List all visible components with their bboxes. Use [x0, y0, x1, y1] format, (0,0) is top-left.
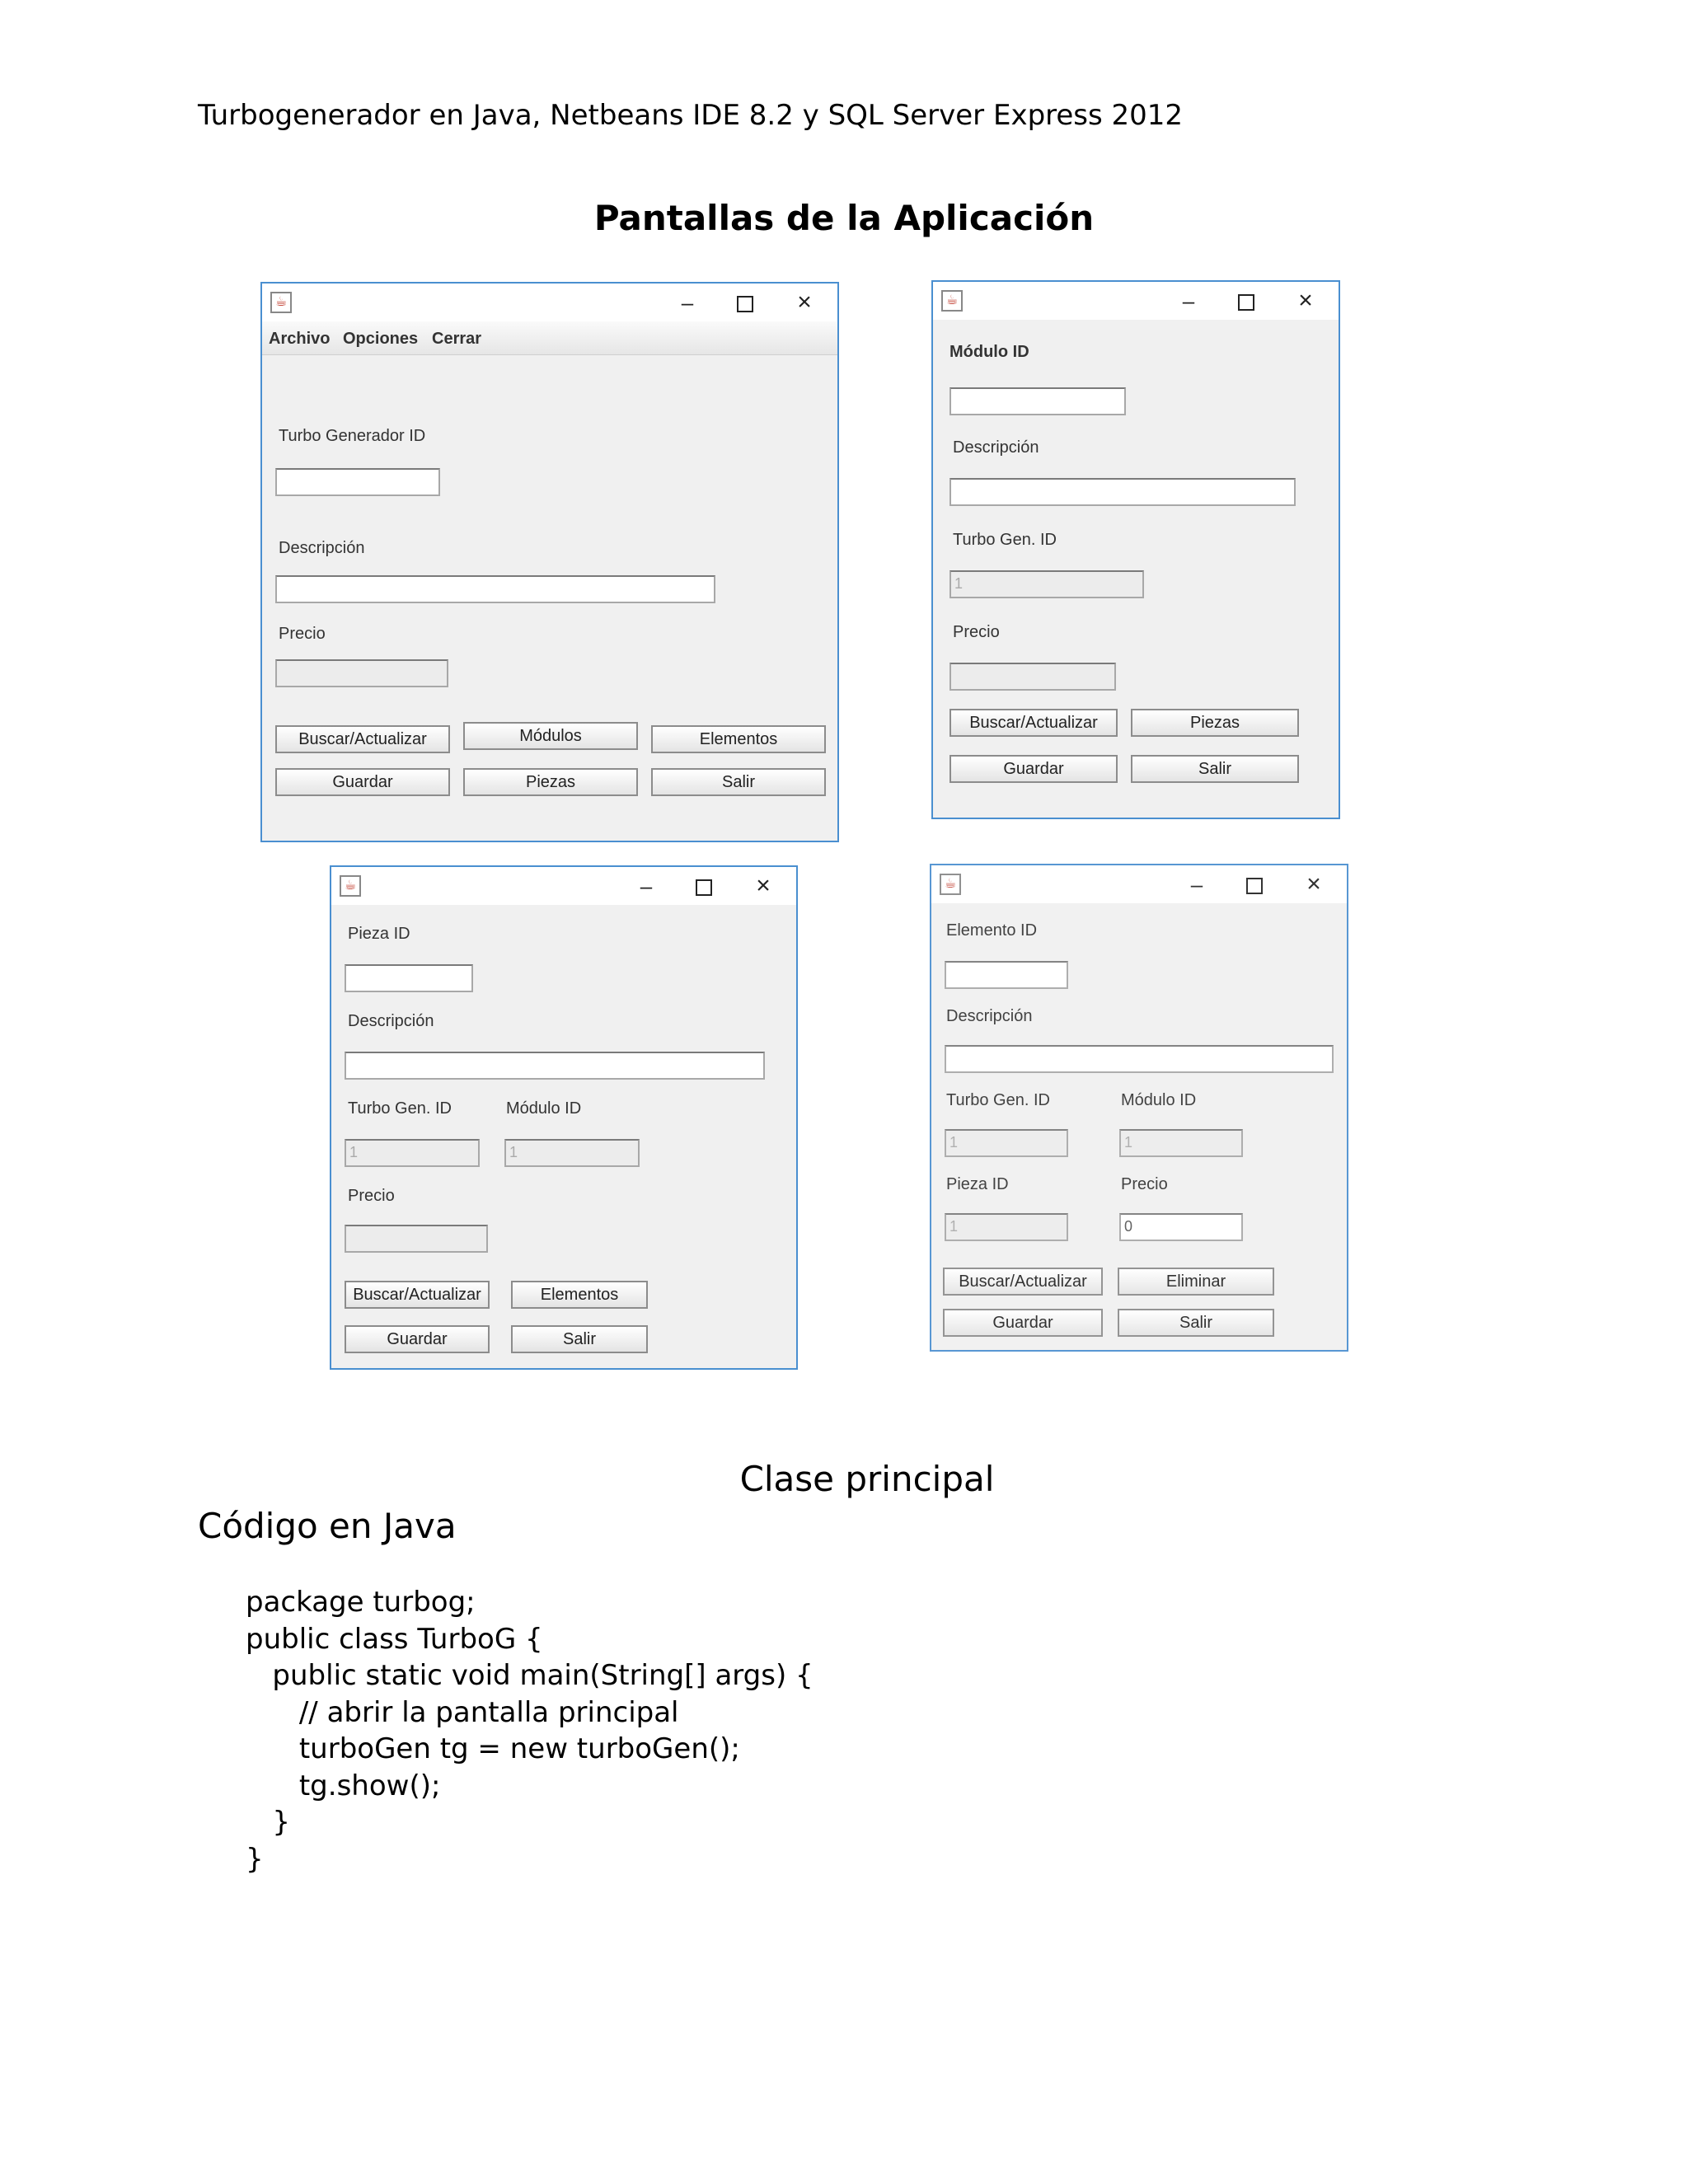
elemento-id-label: Elemento ID: [946, 921, 1038, 940]
close-icon[interactable]: ×: [1298, 287, 1313, 314]
turbo-gen-id-label: Turbo Gen. ID: [953, 531, 1057, 549]
title-bar[interactable]: [262, 284, 837, 321]
minimize-icon[interactable]: –: [1182, 288, 1195, 313]
minimize-icon[interactable]: –: [640, 874, 653, 898]
modulo-id-input[interactable]: 1: [504, 1139, 640, 1167]
elementos-button[interactable]: Elementos: [651, 725, 826, 753]
menu-cerrar[interactable]: Cerrar: [432, 330, 482, 348]
title-bar[interactable]: [331, 867, 796, 905]
page-title: Pantallas de la Aplicación: [593, 198, 1095, 238]
menu-archivo[interactable]: Archivo: [269, 330, 331, 348]
java-icon: ☕: [941, 290, 963, 312]
close-icon[interactable]: ×: [1306, 870, 1321, 898]
maximize-icon[interactable]: [679, 867, 729, 905]
maximize-icon[interactable]: [720, 284, 770, 321]
salir-button[interactable]: Salir: [1131, 755, 1299, 783]
close-icon[interactable]: ×: [797, 288, 812, 316]
code-line: package turbog;: [246, 1586, 476, 1619]
maximize-icon[interactable]: [1230, 865, 1279, 903]
menu-opciones[interactable]: Opciones: [343, 330, 419, 348]
code-line: public class TurboG {: [246, 1622, 543, 1656]
piezas-button[interactable]: Piezas: [1131, 709, 1299, 737]
elementos-button[interactable]: Elementos: [511, 1281, 648, 1309]
java-icon: ☕: [270, 292, 292, 313]
code-line: turboGen tg = new turboGen();: [246, 1732, 740, 1765]
minimize-icon[interactable]: –: [681, 290, 694, 315]
buscar-actualizar-button[interactable]: Buscar/Actualizar: [345, 1281, 490, 1309]
java-icon: ☕: [940, 874, 961, 895]
descripcion-input[interactable]: [345, 1052, 765, 1080]
code-line: }: [246, 1806, 291, 1839]
maximize-icon[interactable]: [1221, 282, 1271, 320]
buscar-actualizar-button[interactable]: Buscar/Actualizar: [943, 1268, 1103, 1296]
pieza-window: [330, 865, 798, 1370]
turbo-gen-id-label: Turbo Gen. ID: [946, 1091, 1050, 1109]
descripcion-input[interactable]: [945, 1045, 1334, 1073]
guardar-button[interactable]: Guardar: [275, 768, 450, 796]
section-codigo-java: Código en Java: [198, 1506, 457, 1546]
section-clase-principal: Clase principal: [739, 1459, 995, 1499]
pieza-id-input[interactable]: [345, 964, 473, 992]
descripcion-label: Descripción: [279, 539, 365, 557]
elemento-id-input[interactable]: [945, 961, 1068, 989]
modulo-id-label: Módulo ID: [950, 343, 1029, 361]
pieza-id-label: Pieza ID: [348, 925, 410, 943]
menu-bar: [262, 321, 837, 355]
descripcion-input[interactable]: [275, 575, 715, 603]
precio-label: Precio: [348, 1187, 395, 1205]
buscar-actualizar-button[interactable]: Buscar/Actualizar: [275, 725, 450, 753]
precio-input[interactable]: [345, 1225, 488, 1253]
turbo-gen-id-input[interactable]: 1: [950, 570, 1144, 598]
minimize-icon[interactable]: –: [1190, 872, 1203, 897]
guardar-button[interactable]: Guardar: [345, 1325, 490, 1353]
turbo-gen-id-input[interactable]: 1: [945, 1129, 1068, 1157]
eliminar-button[interactable]: Eliminar: [1118, 1268, 1274, 1296]
modulo-id-input[interactable]: [950, 387, 1126, 415]
descripcion-label: Descripción: [348, 1012, 434, 1030]
modulos-button[interactable]: Módulos: [463, 722, 638, 750]
turbo-generador-window: [260, 282, 839, 842]
descripcion-input[interactable]: [950, 478, 1296, 506]
precio-label: Precio: [953, 623, 1000, 641]
code-line: // abrir la pantalla principal: [246, 1695, 679, 1729]
code-line: }: [246, 1842, 264, 1876]
precio-input[interactable]: 0: [1119, 1213, 1243, 1241]
salir-button[interactable]: Salir: [1118, 1309, 1274, 1337]
salir-button[interactable]: Salir: [651, 768, 826, 796]
code-line: public static void main(String[] args) {: [246, 1659, 814, 1692]
modulo-id-input[interactable]: 1: [1119, 1129, 1243, 1157]
precio-label: Precio: [1121, 1175, 1168, 1193]
code-line: tg.show();: [246, 1769, 441, 1802]
document-header: Turbogenerador en Java, Netbeans IDE 8.2 y SQL Server Express 2012: [198, 99, 1184, 132]
title-bar[interactable]: [931, 865, 1347, 903]
title-bar[interactable]: [933, 282, 1339, 320]
modulo-id-label: Módulo ID: [506, 1099, 582, 1118]
turbo-gen-id-input[interactable]: 1: [345, 1139, 480, 1167]
piezas-button[interactable]: Piezas: [463, 768, 638, 796]
pieza-id-input[interactable]: 1: [945, 1213, 1068, 1241]
modulo-window: [931, 280, 1340, 819]
java-icon: ☕: [340, 875, 361, 897]
guardar-button[interactable]: Guardar: [943, 1309, 1103, 1337]
turbo-id-label: Turbo Generador ID: [279, 427, 426, 445]
salir-button[interactable]: Salir: [511, 1325, 648, 1353]
descripcion-label: Descripción: [953, 438, 1039, 457]
pieza-id-label: Pieza ID: [946, 1175, 1009, 1193]
code-block: [246, 1584, 814, 1877]
turbo-gen-id-label: Turbo Gen. ID: [348, 1099, 452, 1118]
modulo-id-label: Módulo ID: [1121, 1091, 1197, 1109]
precio-input[interactable]: [275, 659, 448, 687]
descripcion-label: Descripción: [946, 1007, 1033, 1025]
precio-label: Precio: [279, 625, 326, 643]
buscar-actualizar-button[interactable]: Buscar/Actualizar: [950, 709, 1118, 737]
precio-input[interactable]: [950, 663, 1116, 691]
guardar-button[interactable]: Guardar: [950, 755, 1118, 783]
turbo-id-input[interactable]: [275, 468, 440, 496]
close-icon[interactable]: ×: [756, 872, 771, 899]
elemento-window: [930, 864, 1348, 1352]
